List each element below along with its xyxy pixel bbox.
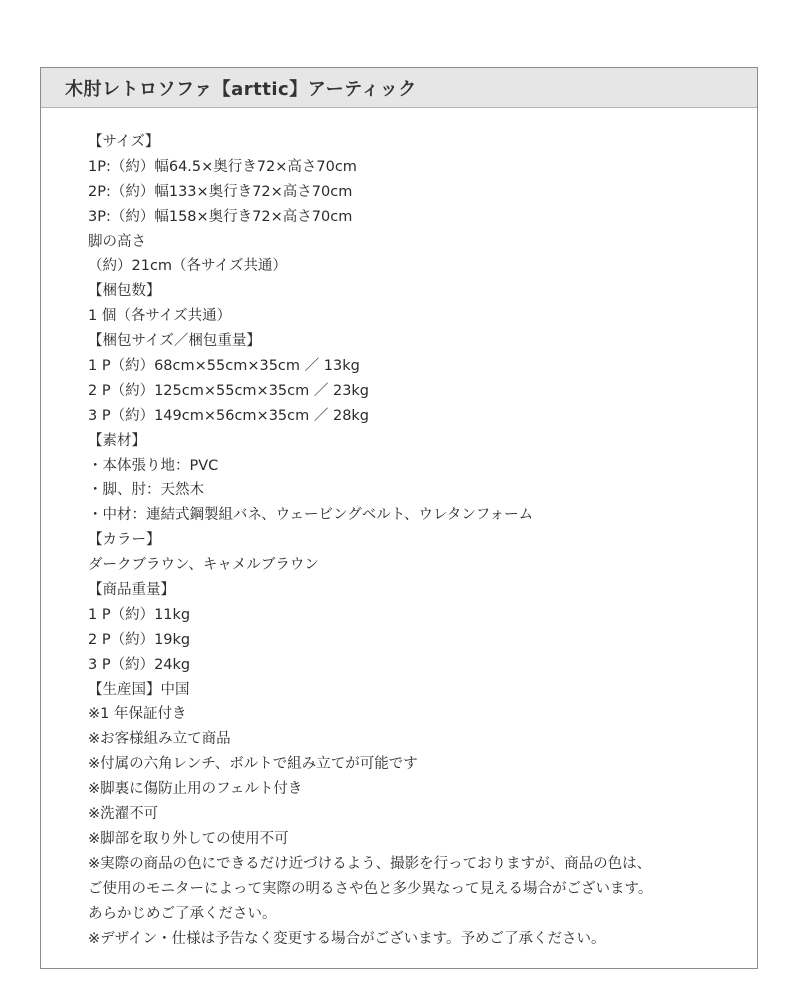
size-1p: 1P:（約）幅64.5×奥行き72×高さ70cm (88, 158, 357, 175)
section-heading-package-size: 【梱包サイズ／梱包重量】 (88, 333, 261, 350)
section-heading-material: 【素材】 (88, 432, 146, 449)
leg-height-label: 脚の高さ (88, 233, 146, 250)
note-design-change: ※デザイン・仕様は予告なく変更する場合がございます。予めご了承ください。 (88, 930, 606, 947)
material-filling: ・中材：連結式鋼製組バネ、ウェービングベルト、ウレタンフォーム (88, 507, 534, 524)
section-heading-package-count: 【梱包数】 (88, 283, 161, 300)
note-no-wash: ※洗濯不可 (88, 806, 159, 823)
leg-height-value: （約）21cm（各サイズ共通） (88, 258, 287, 275)
size-2p: 2P:（約）幅133×奥行き72×高さ70cm (88, 183, 353, 200)
note-warranty: ※1 年保証付き (88, 706, 187, 723)
weight-1p: 1 P（約）11kg (88, 606, 191, 623)
section-heading-color: 【カラー】 (88, 532, 161, 549)
package-size-1p: 1 P（約）68cm×55cm×35cm ／ 13kg (88, 358, 360, 375)
note-color-disclaimer-1: ※実際の商品の色にできるだけ近づけるよう、撮影を行っておりますが、商品の色は、 (88, 855, 652, 872)
package-size-3p: 3 P（約）149cm×56cm×35cm ／ 28kg (88, 407, 370, 424)
spec-body (88, 130, 737, 951)
color-options: ダークブラウン、キャメルブラウン (88, 557, 319, 574)
package-size-2p: 2 P（約）125cm×55cm×35cm ／ 23kg (88, 382, 370, 399)
size-3p: 3P:（約）幅158×奥行き72×高さ70cm (88, 208, 353, 225)
note-assembly: ※お客様組み立て商品 (88, 731, 231, 748)
weight-2p: 2 P（約）19kg (88, 631, 191, 648)
package-count-value: 1 個（各サイズ共通） (88, 308, 232, 325)
spec-box (40, 67, 758, 969)
country-of-origin: 【生産国】中国 (88, 681, 190, 698)
note-color-disclaimer-2: ご使用のモニターによって実際の明るさや色と多少異なって見える場合がございます。 (88, 880, 653, 897)
note-legs-required: ※脚部を取り外しての使用不可 (88, 830, 289, 847)
weight-3p: 3 P（約）24kg (88, 656, 191, 673)
note-tools: ※付属の六角レンチ、ボルトで組み立てが可能です (88, 756, 418, 773)
section-heading-size: 【サイズ】 (88, 134, 160, 150)
spec-header (41, 68, 757, 108)
note-felt: ※脚裏に傷防止用のフェルト付き (88, 781, 303, 798)
material-upholstery: ・本体張り地：PVC (88, 457, 219, 474)
material-legs-arms: ・脚、肘：天然木 (88, 482, 204, 499)
product-title: 木肘レトロソファ【arttic】アーティック (65, 78, 417, 100)
note-color-disclaimer-3: あらかじめご了承ください。 (88, 905, 277, 922)
section-heading-weight: 【商品重量】 (88, 582, 175, 599)
